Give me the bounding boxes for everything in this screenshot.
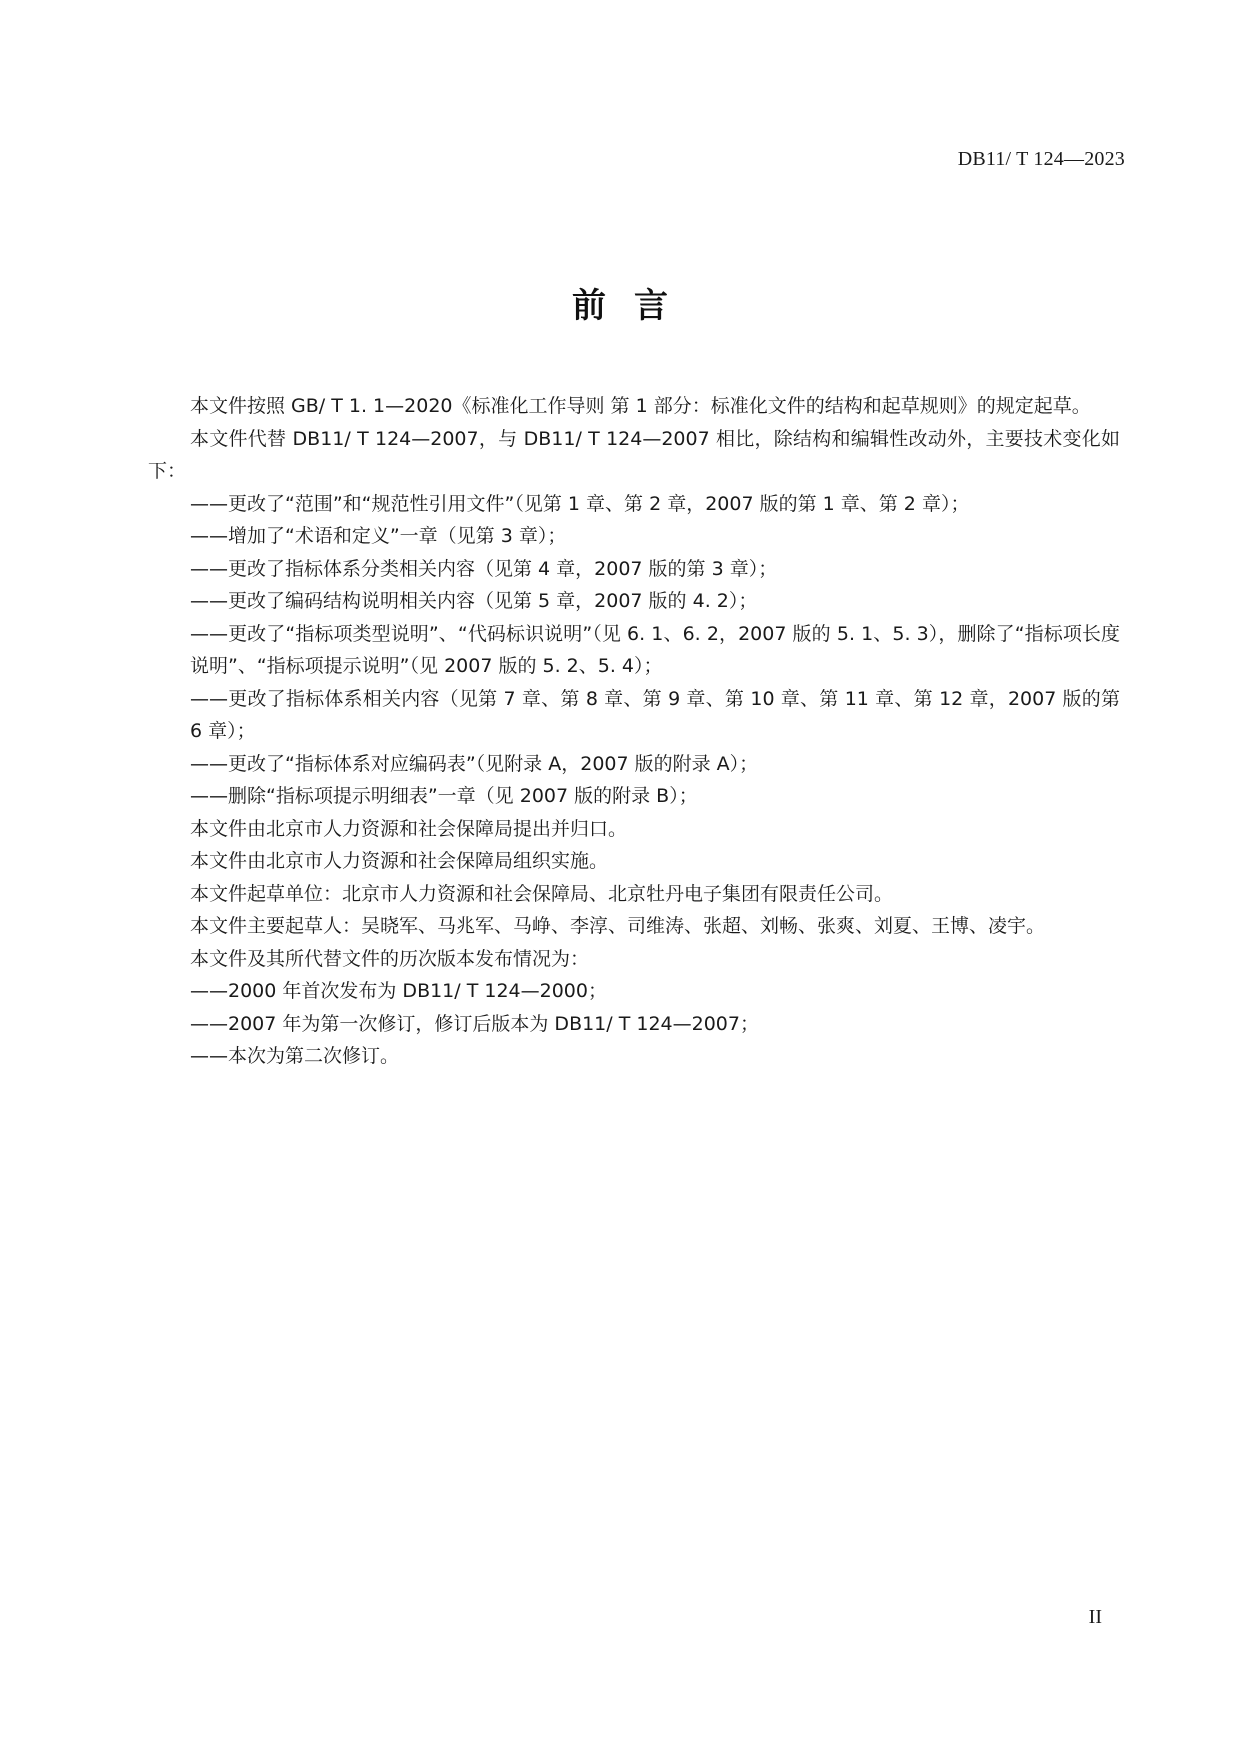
paragraph: 本文件及其所代替文件的历次版本发布情况为： bbox=[190, 947, 590, 970]
change-list-item: ——更改了指标体系分类相关内容（见第 4 章，2007 版的第 3 章）； bbox=[190, 557, 778, 580]
change-list-item: ——增加了“术语和定义”一章（见第 3 章）； bbox=[190, 525, 567, 547]
change-list-item: ——更改了编码结构说明相关内容（见第 5 章，2007 版的 4. 2）； bbox=[190, 590, 758, 612]
page-number: II bbox=[1088, 1606, 1102, 1628]
change-list-item: ——更改了“指标项类型说明”、“代码标识说明”（见 6. 1、6. 2，2007 版的 5. 1、5. 3），删除了“指标项长度说明”、“指标项提示说明”（见 2007 版的 5. 2、5. 4）； bbox=[190, 622, 1120, 677]
paragraph: 本文件代替 DB11/ T 124—2007，与 DB11/ T 124—2007 相比，除结构和编辑性改动外，主要技术变化如下： bbox=[148, 427, 1120, 482]
change-list-item: ——更改了“指标体系对应编码表”（见附录 A，2007 版的附录 A）； bbox=[190, 752, 759, 775]
history-list-item: ——2007 年为第一次修订，修订后版本为 DB11/ T 124—2007； bbox=[190, 1012, 759, 1035]
change-list-item: ——更改了“范围”和“规范性引用文件”（见第 1 章、第 2 章，2007 版的第 1 章、第 2 章）； bbox=[190, 492, 970, 515]
change-list-item: ——更改了指标体系相关内容（见第 7 章、第 8 章、第 9 章、第 10 章、第 11 章、第 12 章，2007 版的第 6 章）； bbox=[190, 687, 1120, 742]
document-code: DB11/ T 124—2023 bbox=[957, 148, 1125, 170]
history-list-item: ——2000 年首次发布为 DB11/ T 124—2000； bbox=[190, 980, 607, 1002]
preface-body bbox=[148, 390, 1120, 1073]
paragraph: 本文件起草单位：北京市人力资源和社会保障局、北京牡丹电子集团有限责任公司。 bbox=[190, 882, 894, 905]
paragraph: 本文件由北京市人力资源和社会保障局组织实施。 bbox=[190, 850, 609, 872]
paragraph: 本文件按照 GB/ T 1. 1—2020《标准化工作导则 第 1 部分：标准化文件的结构和起草规则》的规定起草。 bbox=[190, 395, 1091, 417]
page-title: 前言 bbox=[572, 286, 696, 326]
paragraph: 本文件由北京市人力资源和社会保障局提出并归口。 bbox=[190, 817, 628, 840]
paragraph: 本文件主要起草人：吴晓军、马兆军、马峥、李淳、司维涛、张超、刘畅、张爽、刘夏、王博、凌宇。 bbox=[190, 915, 1046, 937]
history-list-item: ——本次为第二次修订。 bbox=[190, 1045, 400, 1067]
change-list-item: ——删除“指标项提示明细表”一章（见 2007 版的附录 B）； bbox=[190, 785, 698, 807]
